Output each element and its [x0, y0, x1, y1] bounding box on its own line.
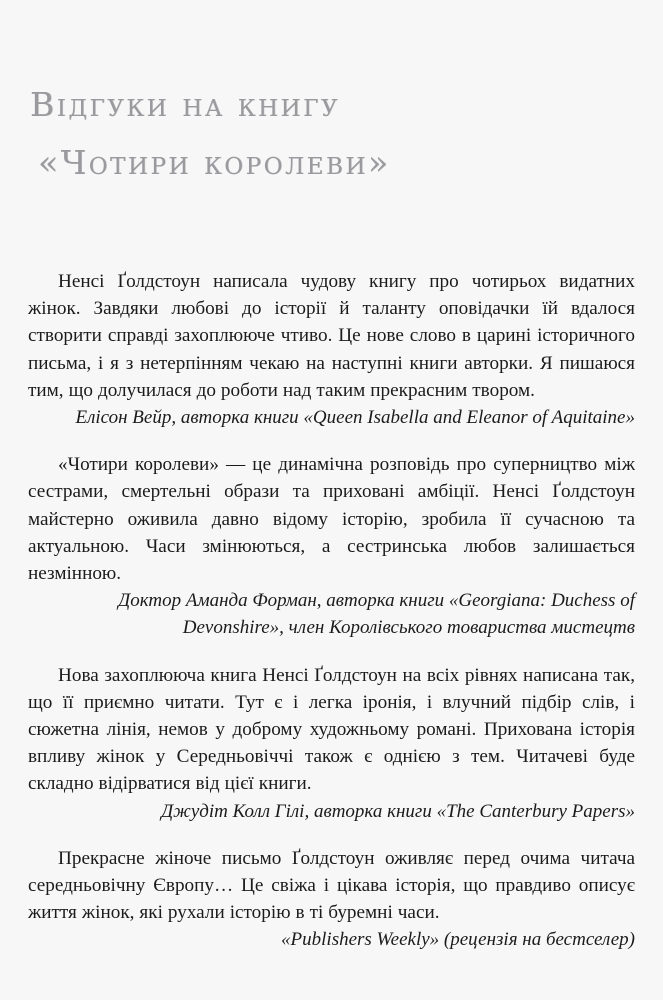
review-attribution: Доктор Аманда Форман, авторка книги «Georgiana: Duchess of Devonshire», член Королівського товариства мистецтв [118, 590, 635, 639]
review-attribution: Джудіт Колл Гілі, авторка книги «The Canterbury Papers» [161, 800, 635, 822]
review-body: «Чотири королеви» — це динамічна розповідь про суперництво між сестрами, смертельні образи та приховані амбіції. Ненсі Ґолдстоун майстерно оживила давно відому історію, зробила її сучасною та актуальною. Часи змінюються, а сестринська любов залишається незмінною. [28, 454, 635, 585]
page-title [30, 76, 630, 192]
review-item [28, 451, 635, 641]
review-body: Ненсі Ґолдстоун написала чудову книгу про чотирьох видатних жінок. Завдяки любові до історії й таланту оповідачки їй вдалося створити справді захоплююче чтиво. Це нове слово в царині історичного письма, і я з нетерпінням чекаю на наступні книги авторки. Я пишаюся тим, що долучилася до роботи над таким прекрасним твором. [28, 271, 635, 401]
reviews-list [28, 268, 635, 954]
page-title-line-2: «Чотири королеви» [38, 143, 391, 182]
review-body: Прекрасне жіноче письмо Ґолдстоун оживляє перед очима читача середньовічну Європу… Це свіжа і цікава історія, що правдиво описує життя жінок, які рухали історію в ті буремні часи. [28, 847, 635, 924]
review-item [28, 662, 635, 825]
page-title-line-1: Відгуки на книгу [30, 85, 340, 124]
review-attribution: Елісон Вейр, авторка книги «Queen Isabella and Eleanor of Aquitaine» [75, 407, 635, 429]
review-item [28, 268, 635, 431]
review-body: Нова захоплююча книга Ненсі Ґолдстоун на всіх рівнях написана так, що її приємно читати. Тут є і легка іронія, і влучний підбір слів, і сюжетна лінія, немов у доброму художньому романі. Прихована історія впливу жінок у Середньовіччі також є однією з тем. Читачеві буде складно відірватися від цієї книги. [28, 664, 635, 795]
review-item [28, 845, 635, 954]
review-attribution: «Publishers Weekly» (рецензія на бестселер) [281, 929, 635, 951]
